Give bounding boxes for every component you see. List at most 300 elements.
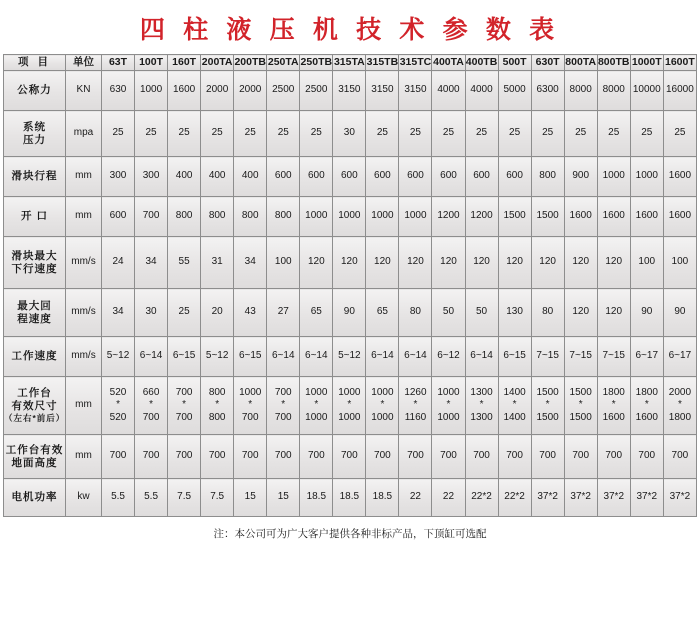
cell-line: 1600 xyxy=(602,411,625,423)
cell: 600 xyxy=(102,197,135,237)
cell: 120 xyxy=(564,289,597,337)
cell-line: 1300 xyxy=(470,411,493,423)
cell: 22*2 xyxy=(498,479,531,517)
cell-line: 800 xyxy=(208,411,226,423)
cell: 700 xyxy=(234,435,267,479)
cell-line: * xyxy=(512,399,517,411)
cell: 7~15 xyxy=(531,337,564,377)
row-label: 公称力 xyxy=(4,71,66,111)
cell: 600 xyxy=(366,157,399,197)
cell: 50 xyxy=(432,289,465,337)
cell xyxy=(498,377,531,435)
cell: 6~14 xyxy=(135,337,168,377)
cell-line: 1000 xyxy=(239,386,262,398)
cell: 37*2 xyxy=(630,479,663,517)
cell: 25 xyxy=(630,111,663,157)
cell: 27 xyxy=(267,289,300,337)
cell-line: 700 xyxy=(175,411,193,423)
model-header-10: 400TA xyxy=(432,55,465,71)
cell: 6~17 xyxy=(630,337,663,377)
cell: 6~17 xyxy=(663,337,696,377)
cell: 3150 xyxy=(366,71,399,111)
cell: 8000 xyxy=(597,71,630,111)
cell: 120 xyxy=(564,237,597,289)
model-header-5: 250TA xyxy=(267,55,300,71)
model-header-9: 315TC xyxy=(399,55,432,71)
row-label: 开 口 xyxy=(4,197,66,237)
cell: 120 xyxy=(300,237,333,289)
cell: 1000 xyxy=(366,197,399,237)
cell: 300 xyxy=(102,157,135,197)
cell: 2500 xyxy=(267,71,300,111)
cell: 25 xyxy=(366,111,399,157)
cell: 700 xyxy=(564,435,597,479)
row-label xyxy=(4,289,66,337)
cell-line: 1400 xyxy=(503,386,526,398)
cell: 6~14 xyxy=(399,337,432,377)
cell: 1600 xyxy=(663,157,696,197)
cell: 8000 xyxy=(564,71,597,111)
cell: 1200 xyxy=(432,197,465,237)
cell: 2500 xyxy=(300,71,333,111)
cell: 700 xyxy=(201,435,234,479)
cell: 120 xyxy=(597,289,630,337)
model-header-17: 1600T xyxy=(663,55,696,71)
cell: 1600 xyxy=(630,197,663,237)
cell: 6~14 xyxy=(465,337,498,377)
cell-line: * xyxy=(347,399,352,411)
cell: 3150 xyxy=(333,71,366,111)
model-header-16: 1000T xyxy=(630,55,663,71)
cell: 630 xyxy=(102,71,135,111)
model-header-3: 200TA xyxy=(201,55,234,71)
cell: 25 xyxy=(201,111,234,157)
cell-line: * xyxy=(644,399,649,411)
cell: 400 xyxy=(168,157,201,197)
model-header-2: 160T xyxy=(168,55,201,71)
cell: 50 xyxy=(465,289,498,337)
cell-line: 1000 xyxy=(437,386,460,398)
table-row xyxy=(4,377,697,435)
row-unit: mm/s xyxy=(66,337,102,377)
cell: 700 xyxy=(168,435,201,479)
cell: 7.5 xyxy=(168,479,201,517)
cell-line: * xyxy=(380,399,385,411)
cell: 10000 xyxy=(630,71,663,111)
cell: 37*2 xyxy=(531,479,564,517)
cell: 800 xyxy=(531,157,564,197)
cell-line: 1800 xyxy=(668,411,692,423)
cell: 900 xyxy=(564,157,597,197)
row-label-line: 有效尺寸 xyxy=(11,400,58,413)
cell: 120 xyxy=(531,237,564,289)
row-label-line: 地面高度 xyxy=(11,456,58,469)
cell: 5~12 xyxy=(333,337,366,377)
cell-line: * xyxy=(314,399,319,411)
cell: 65 xyxy=(366,289,399,337)
cell: 7.5 xyxy=(201,479,234,517)
row-label xyxy=(4,377,66,435)
cell: 25 xyxy=(597,111,630,157)
row-label-line: 压力 xyxy=(23,133,46,146)
cell-line: 1600 xyxy=(635,411,658,423)
cell: 1600 xyxy=(597,197,630,237)
cell: 90 xyxy=(663,289,696,337)
cell-line: * xyxy=(116,399,120,411)
cell-line: 1400 xyxy=(503,411,526,423)
cell: 80 xyxy=(399,289,432,337)
cell: 120 xyxy=(399,237,432,289)
cell: 18.5 xyxy=(300,479,333,517)
table-row xyxy=(4,435,697,479)
cell: 34 xyxy=(102,289,135,337)
cell-line: 1260 xyxy=(404,386,427,398)
cell: 4000 xyxy=(432,71,465,111)
cell: 400 xyxy=(201,157,234,197)
cell: 700 xyxy=(135,197,168,237)
cell: 130 xyxy=(498,289,531,337)
cell: 700 xyxy=(432,435,465,479)
cell: 6~15 xyxy=(234,337,267,377)
cell: 25 xyxy=(300,111,333,157)
cell: 700 xyxy=(399,435,432,479)
cell: 5~12 xyxy=(102,337,135,377)
cell xyxy=(102,377,135,435)
cell: 37*2 xyxy=(663,479,696,517)
cell: 120 xyxy=(597,237,630,289)
cell: 25 xyxy=(465,111,498,157)
row-label: 滑块行程 xyxy=(4,157,66,197)
cell: 800 xyxy=(267,197,300,237)
row-label-line: 工作台 xyxy=(17,387,52,400)
cell: 700 xyxy=(366,435,399,479)
row-unit: mm xyxy=(66,197,102,237)
cell: 25 xyxy=(135,111,168,157)
cell: 1000 xyxy=(135,71,168,111)
cell: 100 xyxy=(267,237,300,289)
cell: 3150 xyxy=(399,71,432,111)
model-header-0: 63T xyxy=(102,55,135,71)
cell: 90 xyxy=(333,289,366,337)
cell xyxy=(333,377,366,435)
cell: 25 xyxy=(432,111,465,157)
cell: 31 xyxy=(201,237,234,289)
cell-line: 1000 xyxy=(437,411,460,423)
cell: 5.5 xyxy=(102,479,135,517)
table-row xyxy=(4,111,697,157)
cell xyxy=(399,377,432,435)
cell-line: * xyxy=(182,399,187,411)
cell: 80 xyxy=(531,289,564,337)
cell-line: * xyxy=(677,399,682,411)
row-unit: mm/s xyxy=(66,289,102,337)
row-unit: mm xyxy=(66,435,102,479)
column-header-item: 项 目 xyxy=(4,55,66,71)
cell: 25 xyxy=(399,111,432,157)
cell: 6300 xyxy=(531,71,564,111)
cell: 700 xyxy=(333,435,366,479)
cell-line: * xyxy=(215,399,220,411)
cell: 37*2 xyxy=(597,479,630,517)
cell-line: 1000 xyxy=(305,411,328,423)
cell: 120 xyxy=(432,237,465,289)
cell xyxy=(564,377,597,435)
cell: 30 xyxy=(333,111,366,157)
cell: 1000 xyxy=(597,157,630,197)
cell-line: * xyxy=(281,399,286,411)
row-label-line: 系统 xyxy=(23,120,46,133)
cell: 25 xyxy=(498,111,531,157)
cell: 5.5 xyxy=(135,479,168,517)
cell: 55 xyxy=(168,237,201,289)
row-label: 电机功率 xyxy=(4,479,66,517)
cell-line: 1800 xyxy=(635,386,658,398)
cell: 1500 xyxy=(531,197,564,237)
cell-line: 1000 xyxy=(338,411,361,423)
cell: 1000 xyxy=(399,197,432,237)
cell-line: 1000 xyxy=(371,411,394,423)
cell xyxy=(531,377,564,435)
cell: 7~15 xyxy=(564,337,597,377)
cell: 120 xyxy=(498,237,531,289)
cell-line: * xyxy=(149,399,154,411)
row-label-line: 滑块最大 xyxy=(11,249,58,262)
cell-line: * xyxy=(479,399,484,411)
cell-line: 1500 xyxy=(536,411,559,423)
cell: 700 xyxy=(531,435,564,479)
cell: 300 xyxy=(135,157,168,197)
cell: 6~15 xyxy=(168,337,201,377)
row-label-line: 最大回 xyxy=(17,299,52,312)
cell: 25 xyxy=(267,111,300,157)
cell: 800 xyxy=(168,197,201,237)
model-header-1: 100T xyxy=(135,55,168,71)
cell: 700 xyxy=(267,435,300,479)
cell xyxy=(663,377,696,435)
cell xyxy=(597,377,630,435)
row-label xyxy=(4,111,66,157)
cell xyxy=(432,377,465,435)
model-header-11: 400TB xyxy=(465,55,498,71)
cell: 22 xyxy=(399,479,432,517)
cell-line: 1000 xyxy=(338,386,361,398)
model-header-14: 800TA xyxy=(564,55,597,71)
cell: 25 xyxy=(102,111,135,157)
cell: 1600 xyxy=(663,197,696,237)
cell: 600 xyxy=(300,157,333,197)
cell: 34 xyxy=(234,237,267,289)
cell: 25 xyxy=(168,289,201,337)
cell: 20 xyxy=(201,289,234,337)
model-header-8: 315TB xyxy=(366,55,399,71)
cell: 15 xyxy=(267,479,300,517)
cell: 18.5 xyxy=(366,479,399,517)
cell: 22*2 xyxy=(465,479,498,517)
cell: 1600 xyxy=(564,197,597,237)
cell-line: 1000 xyxy=(371,386,394,398)
cell: 120 xyxy=(465,237,498,289)
row-label-line: 工作台有效 xyxy=(5,443,64,456)
model-header-4: 200TB xyxy=(234,55,267,71)
cell xyxy=(465,377,498,435)
cell-line: * xyxy=(545,399,550,411)
cell-line: 520 xyxy=(109,411,127,423)
cell-line: * xyxy=(578,399,583,411)
cell: 120 xyxy=(366,237,399,289)
row-label-line: 程速度 xyxy=(17,312,52,325)
column-header-unit: 单位 xyxy=(66,55,102,71)
cell xyxy=(630,377,663,435)
cell xyxy=(366,377,399,435)
cell: 25 xyxy=(531,111,564,157)
cell-line: 2000 xyxy=(668,386,692,398)
cell: 5000 xyxy=(498,71,531,111)
cell-line: 700 xyxy=(142,411,160,423)
cell: 6~14 xyxy=(300,337,333,377)
row-unit: KN xyxy=(66,71,102,111)
cell: 15 xyxy=(234,479,267,517)
cell: 1000 xyxy=(630,157,663,197)
cell xyxy=(300,377,333,435)
cell: 600 xyxy=(498,157,531,197)
cell: 6~14 xyxy=(267,337,300,377)
cell xyxy=(234,377,267,435)
table-row xyxy=(4,479,697,517)
cell: 700 xyxy=(465,435,498,479)
cell: 600 xyxy=(399,157,432,197)
specification-table xyxy=(3,54,697,517)
table-row xyxy=(4,337,697,377)
cell: 34 xyxy=(135,237,168,289)
cell: 25 xyxy=(564,111,597,157)
cell: 700 xyxy=(597,435,630,479)
row-label xyxy=(4,435,66,479)
table-row xyxy=(4,157,697,197)
cell-line: * xyxy=(446,399,451,411)
cell: 25 xyxy=(234,111,267,157)
cell: 700 xyxy=(498,435,531,479)
cell: 120 xyxy=(333,237,366,289)
cell-line: 1500 xyxy=(569,386,592,398)
model-header-12: 500T xyxy=(498,55,531,71)
model-header-15: 800TB xyxy=(597,55,630,71)
cell xyxy=(201,377,234,435)
cell-line: * xyxy=(413,399,418,411)
cell-line: 660 xyxy=(142,386,160,398)
cell: 6~14 xyxy=(366,337,399,377)
footer-note: 注：本公司可为广大客户提供各种非标产品，下顶缸可选配 xyxy=(213,528,487,541)
table-row xyxy=(4,289,697,337)
cell: 90 xyxy=(630,289,663,337)
model-header-7: 315TA xyxy=(333,55,366,71)
cell: 700 xyxy=(630,435,663,479)
cell: 6~12 xyxy=(432,337,465,377)
cell xyxy=(168,377,201,435)
cell: 700 xyxy=(663,435,696,479)
cell-line: 1160 xyxy=(404,411,427,423)
model-header-13: 630T xyxy=(531,55,564,71)
cell-line: * xyxy=(248,399,253,411)
row-unit: kw xyxy=(66,479,102,517)
cell-line: 1500 xyxy=(536,386,559,398)
cell-line: 1000 xyxy=(305,386,328,398)
cell: 1000 xyxy=(333,197,366,237)
cell: 6~15 xyxy=(498,337,531,377)
page-title: 四 柱 液 压 机 技 术 参 数 表 xyxy=(139,17,561,44)
cell-line: 520 xyxy=(109,386,127,398)
cell: 400 xyxy=(234,157,267,197)
table-row xyxy=(4,237,697,289)
cell: 24 xyxy=(102,237,135,289)
cell: 1500 xyxy=(498,197,531,237)
row-label xyxy=(4,237,66,289)
row-unit: mm xyxy=(66,377,102,435)
cell-line: 1800 xyxy=(602,386,625,398)
table-header-row xyxy=(4,55,697,71)
cell: 16000 xyxy=(663,71,696,111)
cell: 22 xyxy=(432,479,465,517)
cell: 7~15 xyxy=(597,337,630,377)
cell-line: 800 xyxy=(208,386,226,398)
cell: 800 xyxy=(234,197,267,237)
table-row xyxy=(4,197,697,237)
cell: 1200 xyxy=(465,197,498,237)
row-unit: mpa xyxy=(66,111,102,157)
cell: 25 xyxy=(168,111,201,157)
cell: 700 xyxy=(135,435,168,479)
cell: 600 xyxy=(432,157,465,197)
cell: 700 xyxy=(300,435,333,479)
row-label-line: 下行速度 xyxy=(11,262,58,275)
cell: 25 xyxy=(663,111,696,157)
cell: 1600 xyxy=(168,71,201,111)
cell-line: * xyxy=(611,399,616,411)
cell: 700 xyxy=(102,435,135,479)
cell xyxy=(267,377,300,435)
row-unit: mm xyxy=(66,157,102,197)
row-label-line: （左右*前后） xyxy=(4,413,66,424)
cell: 1000 xyxy=(300,197,333,237)
row-label: 工作速度 xyxy=(4,337,66,377)
cell: 65 xyxy=(300,289,333,337)
cell: 800 xyxy=(201,197,234,237)
cell: 2000 xyxy=(234,71,267,111)
cell: 18.5 xyxy=(333,479,366,517)
cell: 4000 xyxy=(465,71,498,111)
row-unit: mm/s xyxy=(66,237,102,289)
cell-line: 700 xyxy=(175,386,193,398)
cell-line: 700 xyxy=(274,386,292,398)
cell: 600 xyxy=(267,157,300,197)
cell: 43 xyxy=(234,289,267,337)
cell: 5~12 xyxy=(201,337,234,377)
cell: 100 xyxy=(663,237,696,289)
cell: 100 xyxy=(630,237,663,289)
table-row xyxy=(4,71,697,111)
cell xyxy=(135,377,168,435)
cell: 600 xyxy=(333,157,366,197)
cell-line: 1300 xyxy=(470,386,493,398)
table-body xyxy=(4,55,697,517)
cell: 600 xyxy=(465,157,498,197)
cell-line: 1500 xyxy=(569,411,592,423)
cell-line: 700 xyxy=(274,411,292,423)
cell-line: 700 xyxy=(241,411,259,423)
cell: 2000 xyxy=(201,71,234,111)
cell: 30 xyxy=(135,289,168,337)
model-header-6: 250TB xyxy=(300,55,333,71)
cell: 37*2 xyxy=(564,479,597,517)
